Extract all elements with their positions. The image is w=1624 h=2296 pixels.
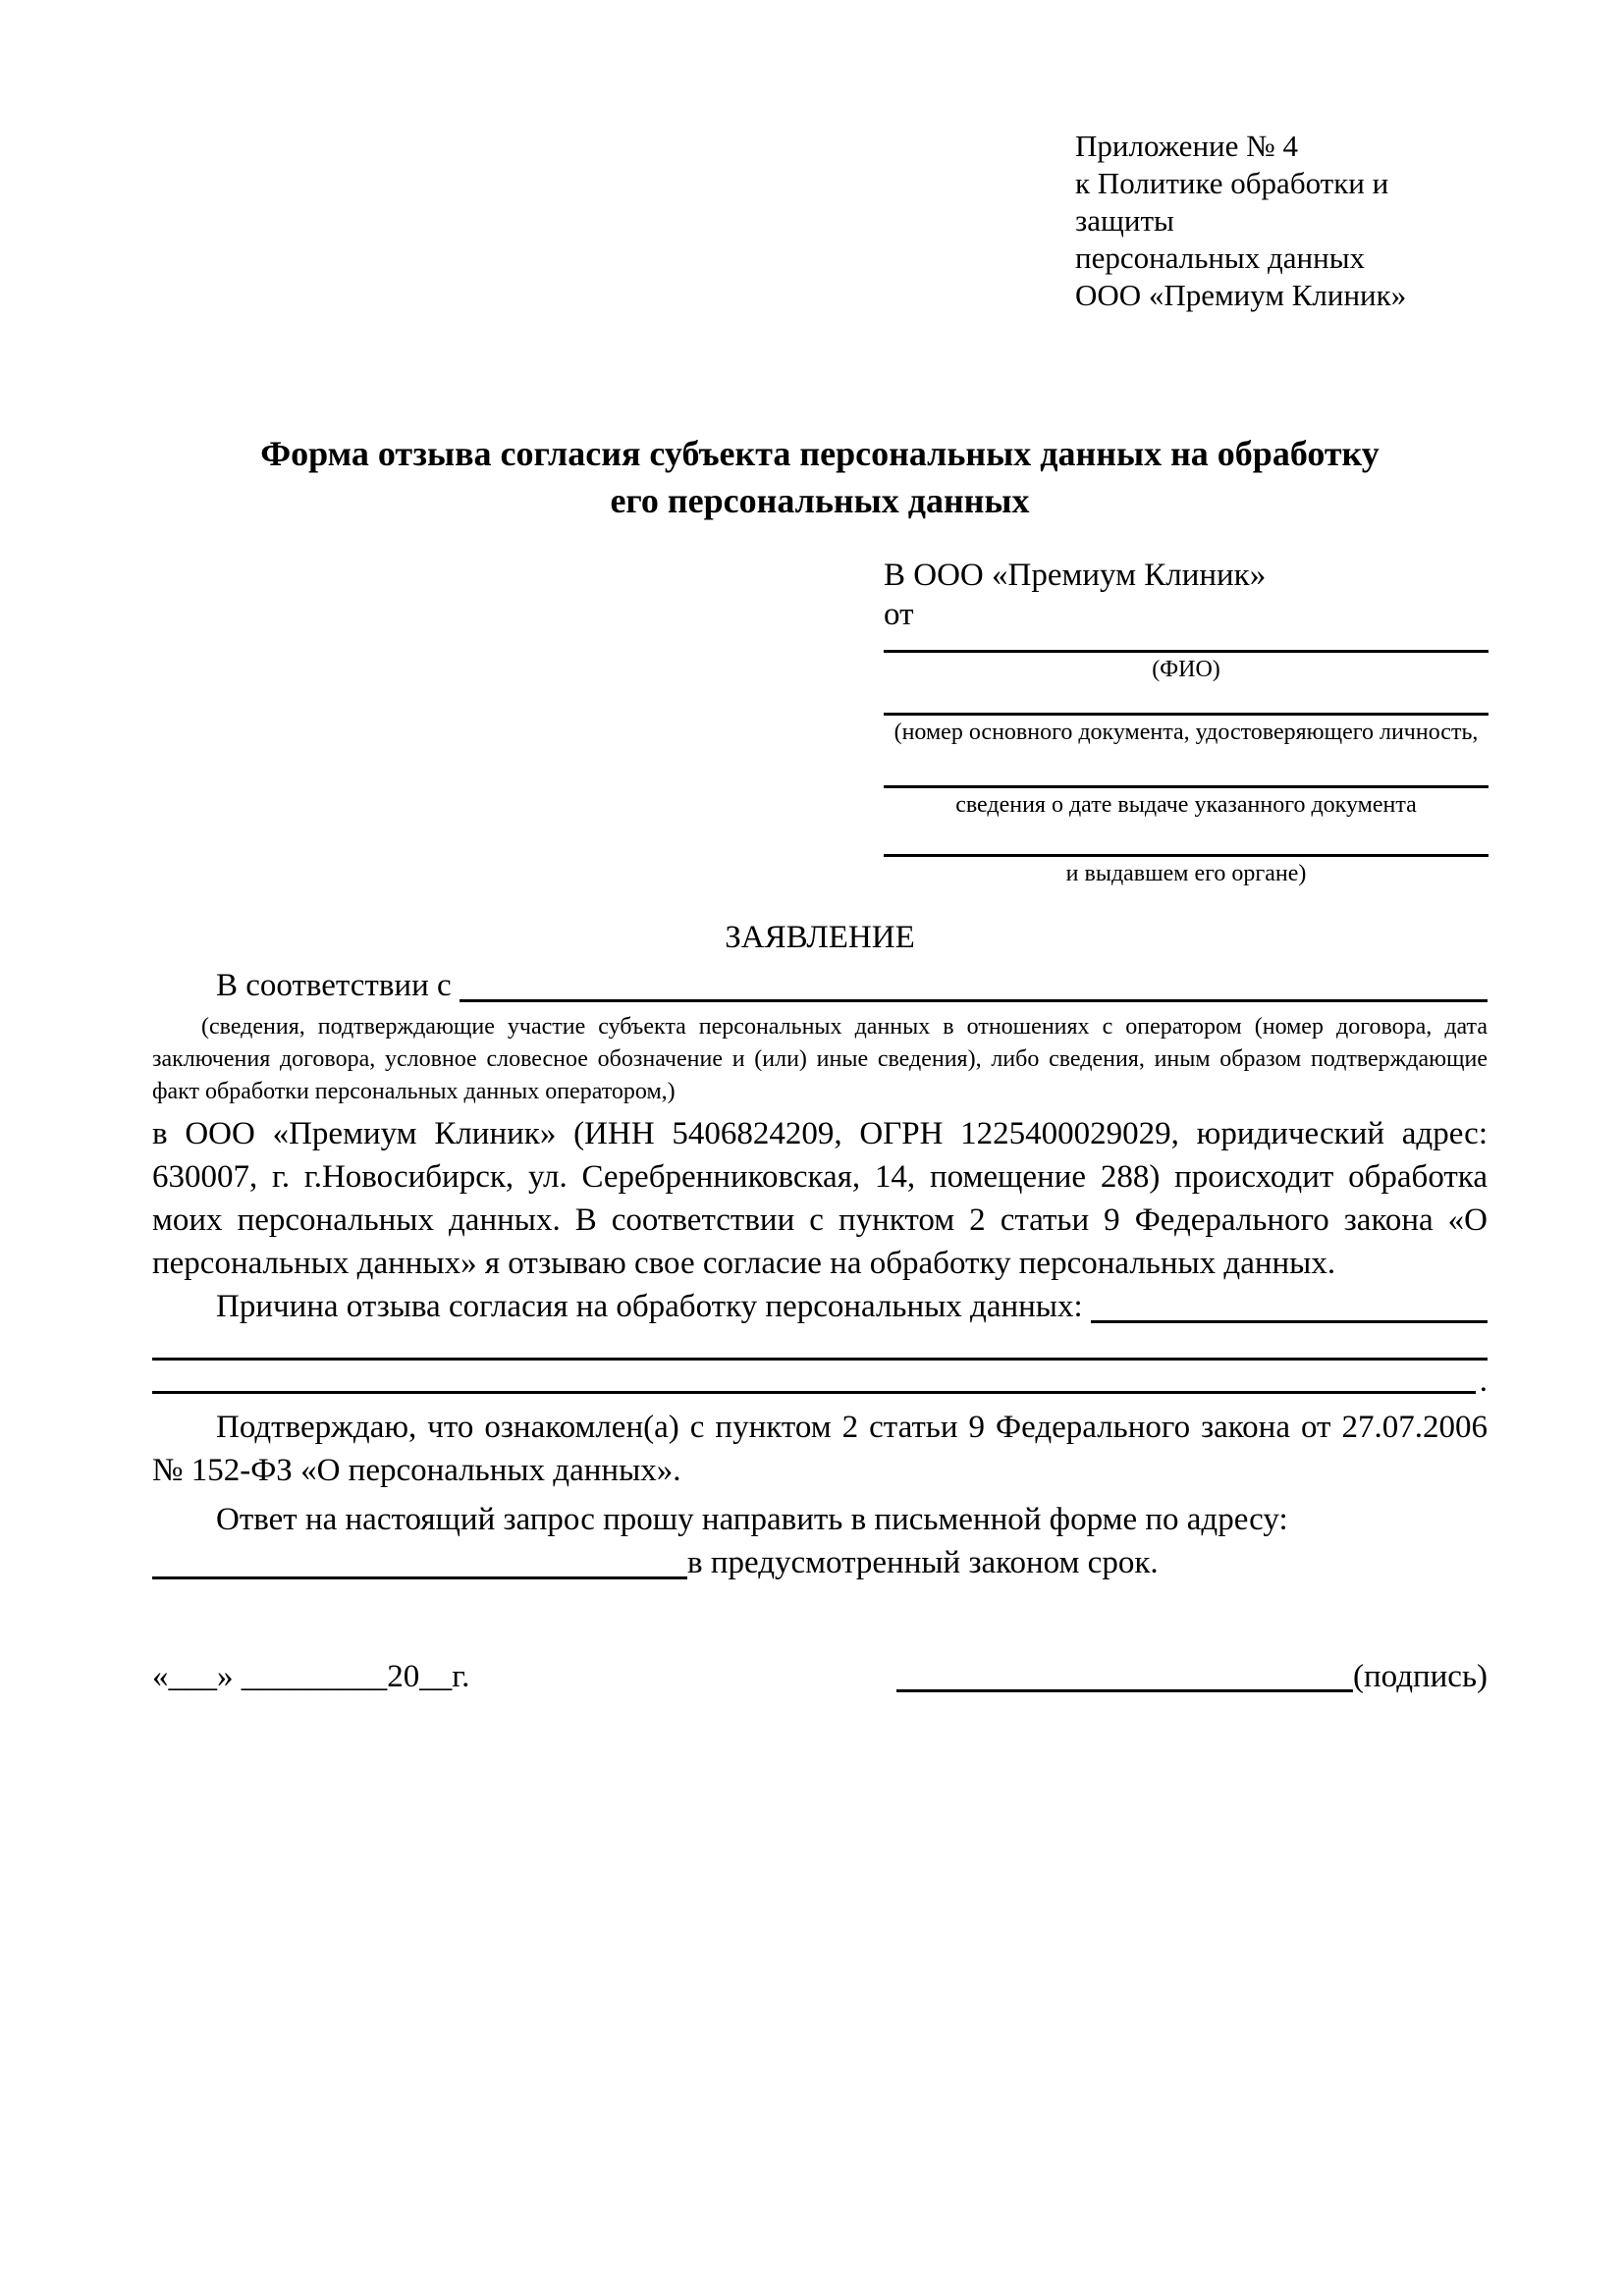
doc-number-caption: (номер основного документа, удостоверяющего личность, (893, 720, 1479, 745)
reason-blank-line (1091, 1285, 1488, 1323)
statement-heading: ЗАЯВЛЕНИЕ (725, 920, 915, 955)
reason-blank-row-3 (152, 1361, 1488, 1400)
addressee-from-label: от (884, 597, 914, 632)
form-title (152, 430, 1488, 524)
addressee-to: В ООО «Премиум Клиник» (884, 558, 1267, 593)
agreement-basis-row (152, 964, 1488, 1007)
annex-line: персональных данных (1075, 240, 1366, 275)
doc-issuer-caption: и выдавшем его органе) (1065, 861, 1307, 886)
annex-header-block (1075, 128, 1488, 314)
reason-blank-line-3 (152, 1391, 1476, 1394)
addressee-block (884, 556, 1489, 887)
reply-address-blank-line (152, 1541, 687, 1579)
signature-area (896, 1655, 1488, 1698)
footnote-text: (сведения, подтверждающие участие субъекта персональных данных в отношениях с оператором (номер договора, дата заключения договора, условное словесное обозначение и (или) иные сведения), либо сведения, иным образом подтверждающие факт обработки персональных данных оператором,) (152, 1014, 1488, 1104)
annex-line: Приложение № 4 (1075, 129, 1298, 163)
fio-caption: (ФИО) (1152, 657, 1220, 682)
annex-line: ООО «Премиум Клиник» (1075, 278, 1407, 312)
fio-blank-line (884, 634, 1489, 653)
reason-label: Причина отзыва согласия на обработку персональных данных: (216, 1289, 1083, 1324)
signature-blank-line (896, 1689, 1353, 1692)
reason-period: . (1479, 1363, 1488, 1399)
reply-request-text: Ответ на настоящий запрос прошу направить в письменной форме по адресу: (216, 1502, 1288, 1537)
form-title-line: Форма отзыва согласия субъекта персональных данных на обработку (260, 434, 1380, 473)
reply-suffix-text: в предусмотренный законом срок. (687, 1545, 1159, 1580)
reply-address-row (152, 1541, 1488, 1584)
confirmation-text: Подтверждаю, что ознакомлен(а) с пунктом 2 статьи 9 Федерального закона от 27.07.2006 № 152-ФЗ «О персональных данных». (152, 1410, 1488, 1488)
doc-date-caption: сведения о дате выдаче указанного документа (955, 792, 1417, 818)
annex-line: к Политике обработки и защиты (1075, 166, 1389, 238)
agreement-basis-label: В соответствии с (216, 968, 452, 1003)
statement-body: в ООО «Премиум Клиник» (ИНН 5406824209, ОГРН 1225400029029, юридический адрес: 630007, г. г.Новосибирск, ул. Серебренниковская, 14, помещение 288) происходит обработка моих персональных данных. В соответствии с пунктом 2 статьи 9 Федерального закона «О персональных данных» я отзываю свое согласие на обработку персональных данных. (152, 1116, 1488, 1281)
signature-caption: (подпись) (1353, 1659, 1488, 1694)
agreement-basis-blank-line (460, 964, 1488, 1002)
signature-row (152, 1655, 1488, 1698)
form-title-line: его персональных данных (610, 481, 1030, 520)
reason-row (152, 1285, 1488, 1328)
date-line: «___» _________20__г. (152, 1659, 470, 1694)
